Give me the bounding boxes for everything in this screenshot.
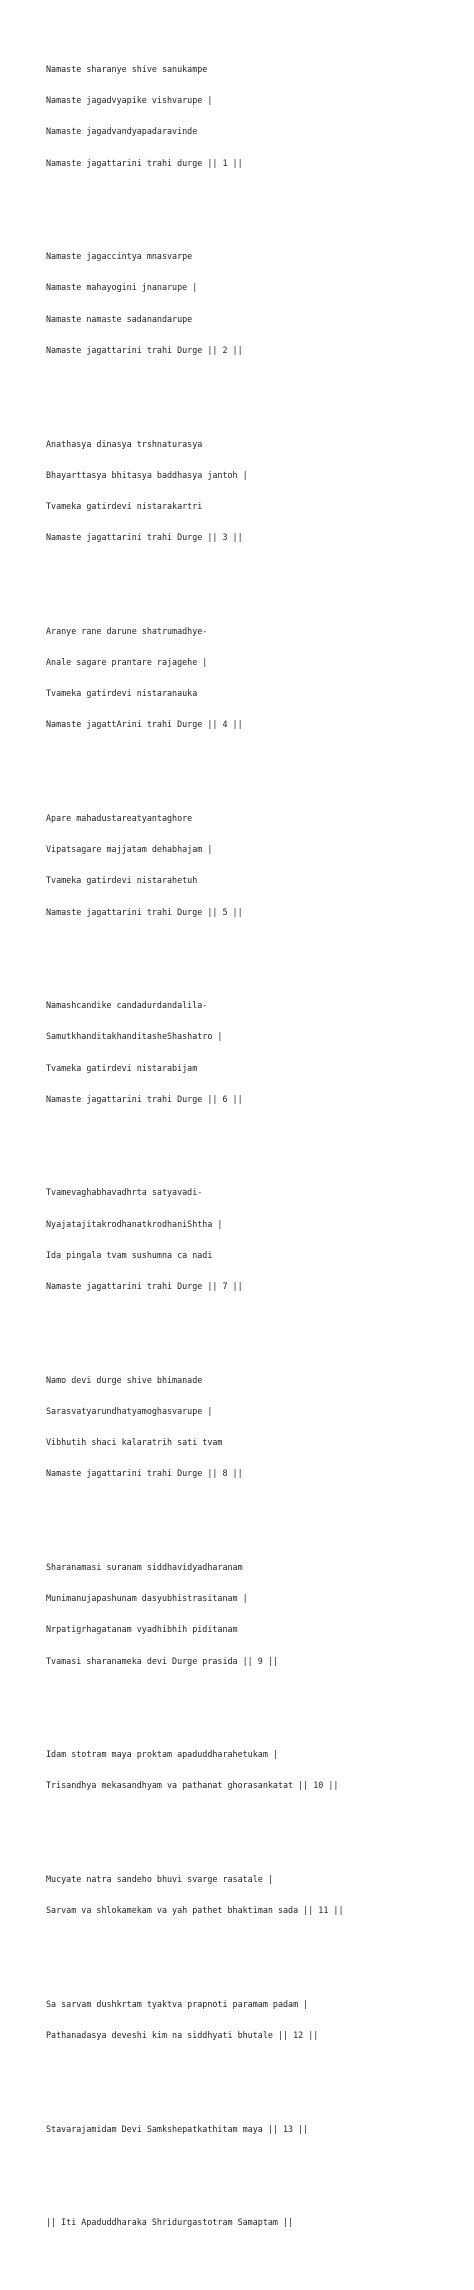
stanza-1 bbox=[46, 43, 466, 189]
stanza-8 bbox=[46, 1354, 466, 1500]
verse-line: Vipatsagare majjatam dehabhajam | bbox=[46, 844, 213, 855]
verse-line: Namaste jagattarini trahi durge || 1 || bbox=[46, 157, 243, 168]
verse-line: Sa sarvam dushkrtam tyaktva prapnoti paramam padam | bbox=[46, 1998, 309, 2009]
stanza-7 bbox=[46, 1167, 466, 1313]
verse-line: Namashcandike candadurdandalila- bbox=[46, 1000, 208, 1011]
verse-line: Idam stotram maya proktam apaduddharahetukam | bbox=[46, 1749, 278, 1760]
stanza-5 bbox=[46, 792, 466, 938]
verse-line: Tvameka gatirdevi nistarahetuh bbox=[46, 875, 198, 886]
verse-line: Munimanujapashunam dasyubhistrasitanam | bbox=[46, 1593, 248, 1604]
verse-line: NyajatajitakrodhanatkrodhaniShtha | bbox=[46, 1218, 223, 1229]
verse-line: Namaste jagattarini trahi Durge || 3 || bbox=[46, 532, 243, 543]
verse-line: Namaste jagattarini trahi Durge || 5 || bbox=[46, 906, 243, 917]
verse-line: Tvamevaghabhavadhrta satyavadi- bbox=[46, 1187, 203, 1198]
verse-line: Namaste jagattarini trahi Durge || 8 || bbox=[46, 1468, 243, 1479]
colophon-line: || Iti Apaduddharaka Shridurgastotram Samaptam || bbox=[46, 2217, 294, 2228]
stanza-6 bbox=[46, 979, 466, 1125]
verse-line: Namaste sharanye shive sanukampe bbox=[46, 64, 208, 75]
verse-line: Namaste jagattarini trahi Durge || 2 || bbox=[46, 344, 243, 355]
verse-line: Ida pingala tvam sushumna ca nadi bbox=[46, 1249, 213, 1260]
verse-line: Namaste jagadvandyapadaravinde bbox=[46, 126, 198, 137]
verse-line: Namaste jagadvyapike vishvarupe | bbox=[46, 95, 213, 106]
verse-line: Namaste jagaccintya mnasvarpe bbox=[46, 251, 193, 262]
verse-line: SamutkhanditakhanditasheShashatro | bbox=[46, 1031, 223, 1042]
verse-line: Sarasvatyarundhatyamoghasvarupe | bbox=[46, 1405, 213, 1416]
verse-line: Nrpatigrhagatanam vyadhibhih piditanam bbox=[46, 1624, 238, 1635]
stanza-12 bbox=[46, 1978, 466, 2061]
stanza-11 bbox=[46, 1853, 466, 1936]
closing-line bbox=[46, 2196, 466, 2248]
verse-line: Aranye rane darune shatrumadhye- bbox=[46, 625, 208, 636]
verse-line: Tvameka gatirdevi nistaranauka bbox=[46, 688, 198, 699]
stanza-13 bbox=[46, 2103, 466, 2155]
verse-line: Apare mahadustareatyantaghore bbox=[46, 812, 193, 823]
stanza-2 bbox=[46, 230, 466, 376]
verse-line: Vibhutih shaci kalaratrih sati tvam bbox=[46, 1437, 223, 1448]
verse-line: Tvameka gatirdevi nistarakartri bbox=[46, 500, 203, 511]
verse-line: Trisandhya mekasandhyam va pathanat ghorasankatat || 10 || bbox=[46, 1780, 339, 1791]
stotram-text bbox=[46, 12, 466, 2290]
verse-line: Anale sagare prantare rajagehe | bbox=[46, 656, 208, 667]
verse-line: Namaste namaste sadanandarupe bbox=[46, 313, 193, 324]
verse-line: Tvamasi sharanameka devi Durge prasida || 9 || bbox=[46, 1655, 278, 1666]
verse-line: Tvameka gatirdevi nistarabijam bbox=[46, 1062, 198, 1073]
stanza-9 bbox=[46, 1541, 466, 1687]
verse-line: Sharanamasi suranam siddhavidyadharanam bbox=[46, 1561, 243, 1572]
verse-line: Namaste jagattArini trahi Durge || 4 || bbox=[46, 719, 243, 730]
verse-line: Stavarajamidam Devi Samkshepatkathitam maya || 13 || bbox=[46, 2123, 309, 2134]
stanza-10 bbox=[46, 1728, 466, 1811]
verse-line: Pathanadasya deveshi kim na siddhyati bhutale || 12 || bbox=[46, 2030, 319, 2040]
verse-line: Mucyate natra sandeho bhuvi svarge rasatale | bbox=[46, 1873, 273, 1884]
verse-line: Namaste jagattarini trahi Durge || 7 || bbox=[46, 1281, 243, 1292]
verse-line: Sarvam va shlokamekam va yah pathet bhaktiman sada || 11 || bbox=[46, 1905, 344, 1916]
verse-line: Namaste mahayogini jnanarupe | bbox=[46, 282, 198, 293]
verse-line: Namo devi durge shive bhimanade bbox=[46, 1374, 203, 1385]
stanza-3 bbox=[46, 418, 466, 564]
stanza-4 bbox=[46, 605, 466, 751]
verse-line: Namaste jagattarini trahi Durge || 6 || bbox=[46, 1093, 243, 1104]
verse-line: Anathasya dinasya trshnaturasya bbox=[46, 438, 203, 449]
verse-line: Bhayarttasya bhitasya baddhasya jantoh | bbox=[46, 469, 248, 480]
